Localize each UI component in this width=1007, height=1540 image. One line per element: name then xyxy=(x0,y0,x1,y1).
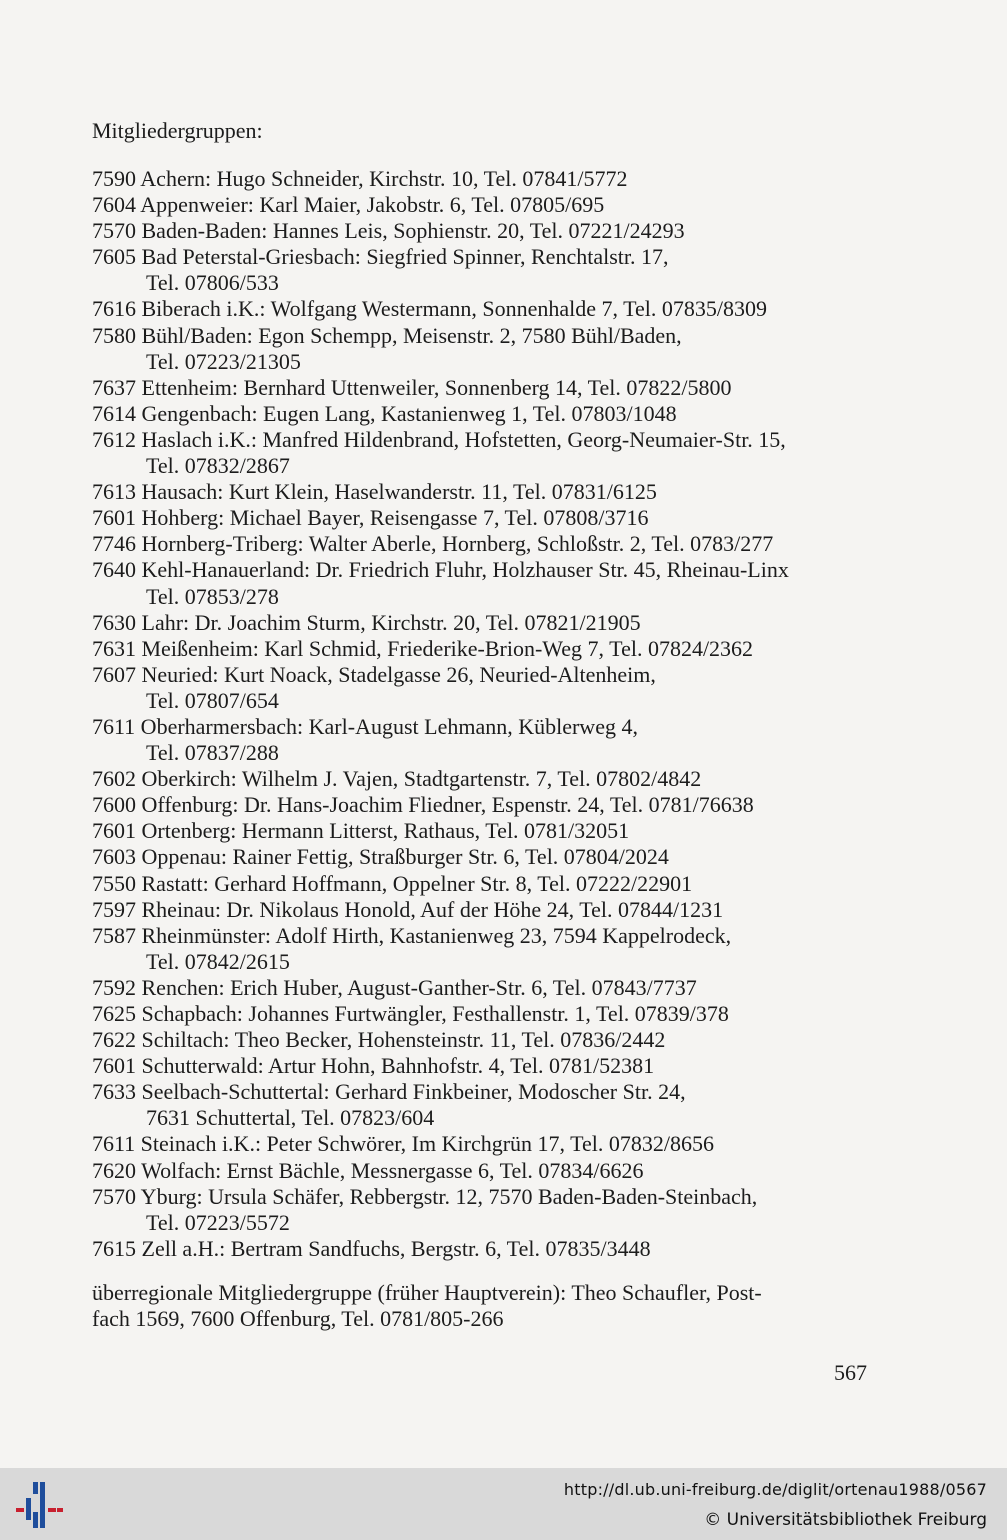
list-item xyxy=(92,1184,882,1236)
list-item xyxy=(92,766,882,792)
entry-line-1: 7637 Ettenheim: Bernhard Uttenweiler, Sonnenberg 14, Tel. 07822/5800 xyxy=(92,374,732,400)
list-item xyxy=(92,218,882,244)
list-item xyxy=(92,818,882,844)
entry-line-1: 7633 Seelbach-Schuttertal: Gerhard Finkbeiner, Modoscher Str. 24, xyxy=(92,1079,686,1105)
entry-line-1: 7597 Rheinau: Dr. Nikolaus Honold, Auf der Höhe 24, Tel. 07844/1231 xyxy=(92,896,724,922)
entry-line-2: Tel. 07853/278 xyxy=(146,583,279,609)
entry-line-2: Tel. 07806/533 xyxy=(146,270,279,296)
entry-line-1: 7607 Neuried: Kurt Noack, Stadelgasse 26, Neuried-Altenheim, xyxy=(92,661,656,687)
list-item xyxy=(92,244,882,296)
list-item xyxy=(92,1079,882,1131)
entry-line-1: 7603 Oppenau: Rainer Fettig, Straßburger Str. 6, Tel. 07804/2024 xyxy=(92,844,669,870)
entry-line-2: Tel. 07837/288 xyxy=(146,740,279,766)
list-item xyxy=(92,923,882,975)
list-item xyxy=(92,636,882,662)
list-item xyxy=(92,192,882,218)
entry-line-2: Tel. 07832/2867 xyxy=(146,453,290,479)
list-item xyxy=(92,479,882,505)
copyright-text: © Universitätsbibliothek Freiburg xyxy=(704,1510,987,1530)
list-item xyxy=(92,427,882,479)
regional-line-1: überregionale Mitgliedergruppe (früher Hauptverein): Theo Schaufler, Post- xyxy=(92,1280,762,1305)
list-item xyxy=(92,844,882,870)
entry-line-1: 7625 Schapbach: Johannes Furtwängler, Festhallenstr. 1, Tel. 07839/378 xyxy=(92,1001,729,1026)
list-item xyxy=(92,1131,882,1157)
entry-line-1: 7615 Zell a.H.: Bertram Sandfuchs, Bergstr. 6, Tel. 07835/3448 xyxy=(92,1235,651,1261)
entry-line-2: Tel. 07223/5572 xyxy=(146,1209,290,1235)
list-item xyxy=(92,401,882,427)
entry-line-1: 7620 Wolfach: Ernst Bächle, Messnergasse 6, Tel. 07834/6626 xyxy=(92,1157,644,1183)
entry-line-1: 7601 Ortenberg: Hermann Litterst, Rathaus, Tel. 0781/32051 xyxy=(92,818,630,844)
list-item xyxy=(92,1001,882,1027)
list-item xyxy=(92,557,882,609)
regional-group-paragraph xyxy=(92,1280,882,1332)
entry-line-1: 7580 Bühl/Baden: Egon Schempp, Meisenstr. 2, 7580 Bühl/Baden, xyxy=(92,322,682,348)
entry-line-1: 7570 Yburg: Ursula Schäfer, Rebbergstr. 12, 7570 Baden-Baden-Steinbach, xyxy=(92,1183,758,1209)
entry-line-2: Tel. 07807/654 xyxy=(146,687,279,713)
list-item xyxy=(92,871,882,897)
list-item xyxy=(92,296,882,322)
list-item xyxy=(92,792,882,818)
entry-line-1: 7570 Baden-Baden: Hannes Leis, Sophienstr. 20, Tel. 07221/24293 xyxy=(92,218,685,244)
ub-freiburg-logo-icon[interactable] xyxy=(14,1478,66,1532)
list-item xyxy=(92,1053,882,1079)
entry-line-1: 7746 Hornberg-Triberg: Walter Aberle, Hornberg, Schloßstr. 2, Tel. 0783/277 xyxy=(92,531,774,557)
entry-line-1: 7611 Steinach i.K.: Peter Schwörer, Im Kirchgrün 17, Tel. 07832/8656 xyxy=(92,1131,715,1157)
list-item xyxy=(92,662,882,714)
list-item xyxy=(92,375,882,401)
entry-line-1: 7600 Offenburg: Dr. Hans-Joachim Fliedner, Espenstr. 24, Tel. 0781/76638 xyxy=(92,792,754,818)
entry-line-1: 7613 Hausach: Kurt Klein, Haselwanderstr. 11, Tel. 07831/6125 xyxy=(92,479,657,505)
entry-line-1: 7587 Rheinmünster: Adolf Hirth, Kastanienweg 23, 7594 Kappelrodeck, xyxy=(92,922,732,948)
entry-line-1: 7601 Schutterwald: Artur Hohn, Bahnhofstr. 4, Tel. 0781/52381 xyxy=(92,1053,655,1079)
footer-bar xyxy=(0,1468,1007,1540)
list-item xyxy=(92,1027,882,1053)
list-item xyxy=(92,1158,882,1184)
list-item xyxy=(92,714,882,766)
entry-line-1: 7592 Renchen: Erich Huber, August-Ganther-Str. 6, Tel. 07843/7737 xyxy=(92,974,697,1000)
entry-line-1: 7550 Rastatt: Gerhard Hoffmann, Oppelner Str. 8, Tel. 07222/22901 xyxy=(92,870,693,896)
entry-line-1: 7612 Haslach i.K.: Manfred Hildenbrand, Hofstetten, Georg-Neumaier-Str. 15, xyxy=(92,426,786,452)
entry-line-1: 7601 Hohberg: Michael Bayer, Reisengasse 7, Tel. 07808/3716 xyxy=(92,505,649,531)
section-heading: Mitgliedergruppen: xyxy=(92,118,263,143)
entry-line-1: 7611 Oberharmersbach: Karl-August Lehmann, Küblerweg 4, xyxy=(92,713,638,739)
entry-line-1: 7590 Achern: Hugo Schneider, Kirchstr. 10, Tel. 07841/5772 xyxy=(92,166,628,191)
entry-line-2: Tel. 07842/2615 xyxy=(146,948,290,974)
page-number: 567 xyxy=(834,1360,867,1385)
list-item xyxy=(92,323,882,375)
entry-line-1: 7631 Meißenheim: Karl Schmid, Friederike-Brion-Weg 7, Tel. 07824/2362 xyxy=(92,635,754,661)
entry-line-1: 7605 Bad Peterstal-Griesbach: Siegfried Spinner, Renchtalstr. 17, xyxy=(92,244,669,270)
list-item xyxy=(92,975,882,1001)
entry-line-1: 7602 Oberkirch: Wilhelm J. Vajen, Stadtgartenstr. 7, Tel. 07802/4842 xyxy=(92,766,702,792)
regional-line-2: fach 1569, 7600 Offenburg, Tel. 0781/805-266 xyxy=(92,1306,504,1331)
entry-line-1: 7604 Appenweier: Karl Maier, Jakobstr. 6, Tel. 07805/695 xyxy=(92,192,605,218)
source-url-link[interactable]: http://dl.ub.uni-freiburg.de/diglit/ortenau1988/0567 xyxy=(563,1480,987,1499)
entry-line-1: 7614 Gengenbach: Eugen Lang, Kastanienweg 1, Tel. 07803/1048 xyxy=(92,400,677,426)
list-item xyxy=(92,610,882,636)
list-item xyxy=(92,531,882,557)
member-group-list xyxy=(92,166,882,1262)
list-item xyxy=(92,166,882,192)
entry-line-1: 7640 Kehl-Hanauerland: Dr. Friedrich Fluhr, Holzhauser Str. 45, Rheinau-Linx xyxy=(92,557,789,583)
list-item xyxy=(92,897,882,923)
entry-line-1: 7616 Biberach i.K.: Wolfgang Westermann, Sonnenhalde 7, Tel. 07835/8309 xyxy=(92,296,767,322)
entry-line-1: 7630 Lahr: Dr. Joachim Sturm, Kirchstr. 20, Tel. 07821/21905 xyxy=(92,609,641,635)
entry-line-2: Tel. 07223/21305 xyxy=(146,348,301,374)
list-item xyxy=(92,505,882,531)
entry-line-2: 7631 Schuttertal, Tel. 07823/604 xyxy=(146,1105,435,1131)
list-item xyxy=(92,1236,882,1262)
entry-line-1: 7622 Schiltach: Theo Becker, Hohensteinstr. 11, Tel. 07836/2442 xyxy=(92,1027,666,1053)
